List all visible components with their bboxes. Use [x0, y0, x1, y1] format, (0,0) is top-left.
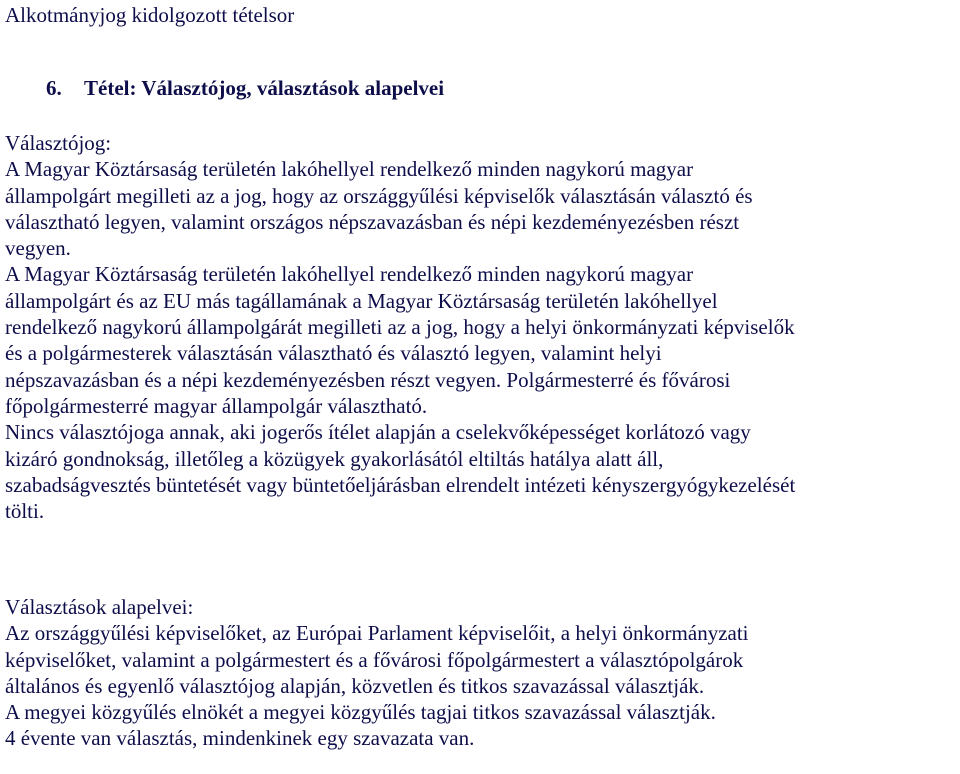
section-title [46, 75, 444, 101]
paragraph-line: Nincs választójoga annak, aki jogerős ítélet alapján a cselekvőképességet korlátozó vagy [5, 420, 751, 445]
section-title-text: Tétel: Választójog, választások alapelvei [84, 76, 445, 100]
paragraph-line: általános és egyenlő választójog alapján, közvetlen és titkos szavazással választják. [5, 673, 705, 698]
paragraph-line: főpolgármesterré magyar állampolgár választható. [5, 393, 428, 418]
paragraph-line: A Magyar Köztársaság területén lakóhellyel rendelkező minden nagykorú magyar [5, 157, 694, 182]
paragraph-line: állampolgárt és az EU más tagállamának a Magyar Köztársaság területén lakóhellyel [5, 288, 718, 313]
paragraph-line: tölti. [5, 499, 45, 524]
voting-right-heading: Választójog: [5, 131, 112, 155]
paragraph-line: 4 évente van választás, mindenkinek egy szavazata van. [5, 726, 475, 751]
document-header: Alkotmányjog kidolgozott tételsor [5, 3, 295, 27]
paragraph-line: állampolgárt megilleti az a jog, hogy az országgyűlési képviselők választásán választó és [5, 183, 753, 208]
paragraph-line: népszavazásban és a népi kezdeményezésben részt vegyen. Polgármesterré és fővárosi [5, 367, 731, 392]
paragraph-line: szabadságvesztés büntetését vagy büntetőeljárásban elrendelt intézeti kényszergyógykezelését [5, 472, 796, 497]
paragraph-line: választható legyen, valamint országos népszavazásban és népi kezdeményezésben részt [5, 209, 740, 234]
paragraph-line: A Magyar Köztársaság területén lakóhellyel rendelkező minden nagykorú magyar [5, 262, 694, 287]
paragraph-line: Az országgyűlési képviselőket, az Európai Parlament képviselőit, a helyi önkormányzati [5, 621, 749, 646]
paragraph-line: képviselőket, valamint a polgármestert és a fővárosi főpolgármestert a választópolgárok [5, 647, 744, 672]
paragraph-line: vegyen. [5, 236, 71, 261]
principles-heading: Választások alapelvei: [5, 595, 194, 619]
paragraph-line: kizáró gondnokság, illetőleg a közügyek gyakorlásától eltiltás hatálya alatt áll, [5, 446, 664, 471]
principles-section [5, 594, 957, 752]
paragraph-line: rendelkező nagykorú állampolgárát megilleti az a jog, hogy a helyi önkormányzati képviselők [5, 315, 795, 340]
paragraph-line: A megyei közgyűlés elnökét a megyei közgyűlés tagjai titkos szavazással választják. [5, 700, 716, 725]
paragraph-line: és a polgármesterek választásán választható és választó legyen, valamint helyi [5, 341, 662, 366]
voting-right-section [5, 130, 957, 524]
section-number: 6. [46, 76, 62, 100]
